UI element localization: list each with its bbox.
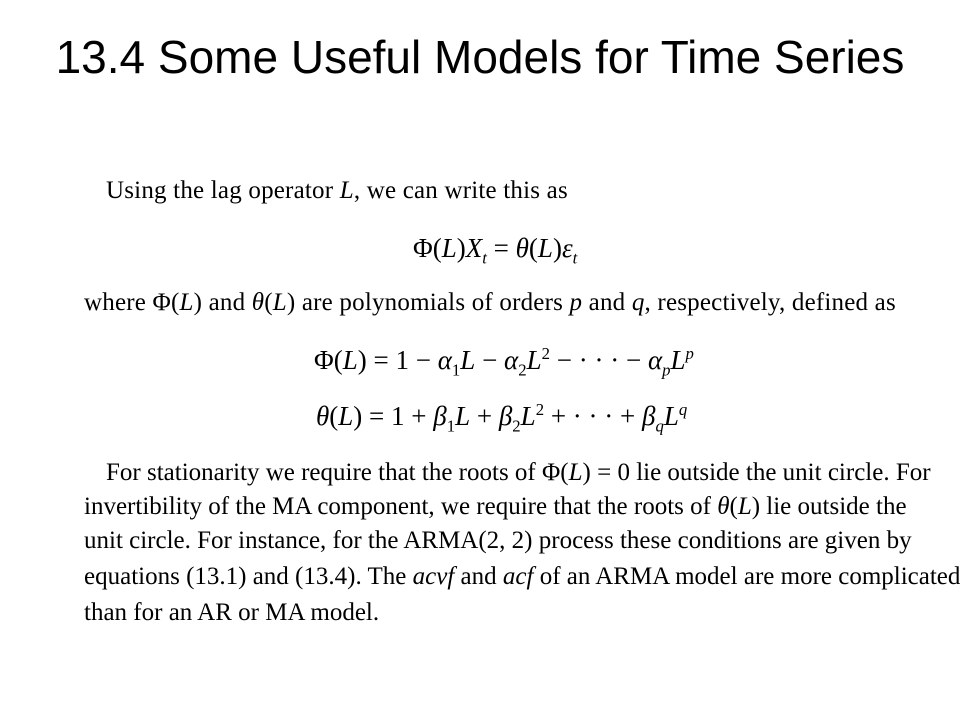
paragraph-line-1: For stationarity we require that the roots of Φ(L) = 0 lie outside the unit circle. For [106,459,931,486]
where-text: where Φ(L) and θ(L) are polynomials of orders p and q, respectively, defined as [84,289,896,316]
arma-equation: $\Phi(L)X_t = \theta(L)\varepsilon_t$ [413,233,578,268]
paragraph-line-3: unit circle. For instance, for the ARMA(2, 2) process these conditions are given by [84,527,912,554]
paragraph-line-5: than for an AR or MA model. [84,599,380,626]
paragraph-line-2: invertibility of the MA component, we require that the roots of θ(L) lie outside the [84,493,907,520]
phi-polynomial-equation: $\Phi(L) = 1 - \alpha_1L - \alpha_2L^2$ − · · · − $\alpha_pL^p$ [314,344,694,380]
slide-title: 13.4 Some Useful Models for Time Series [55,31,905,83]
intro-text: Using the lag operator L, we can write this as [106,177,568,204]
theta-polynomial-equation: $\theta(L) = 1 + \beta_1L + \beta_2L^2$ + · · · + $\beta_qL^q$ [316,400,688,436]
paragraph-line-4: equations (13.1) and (13.4). The acvf and acf of an ARMA model are more complicated [84,563,960,590]
